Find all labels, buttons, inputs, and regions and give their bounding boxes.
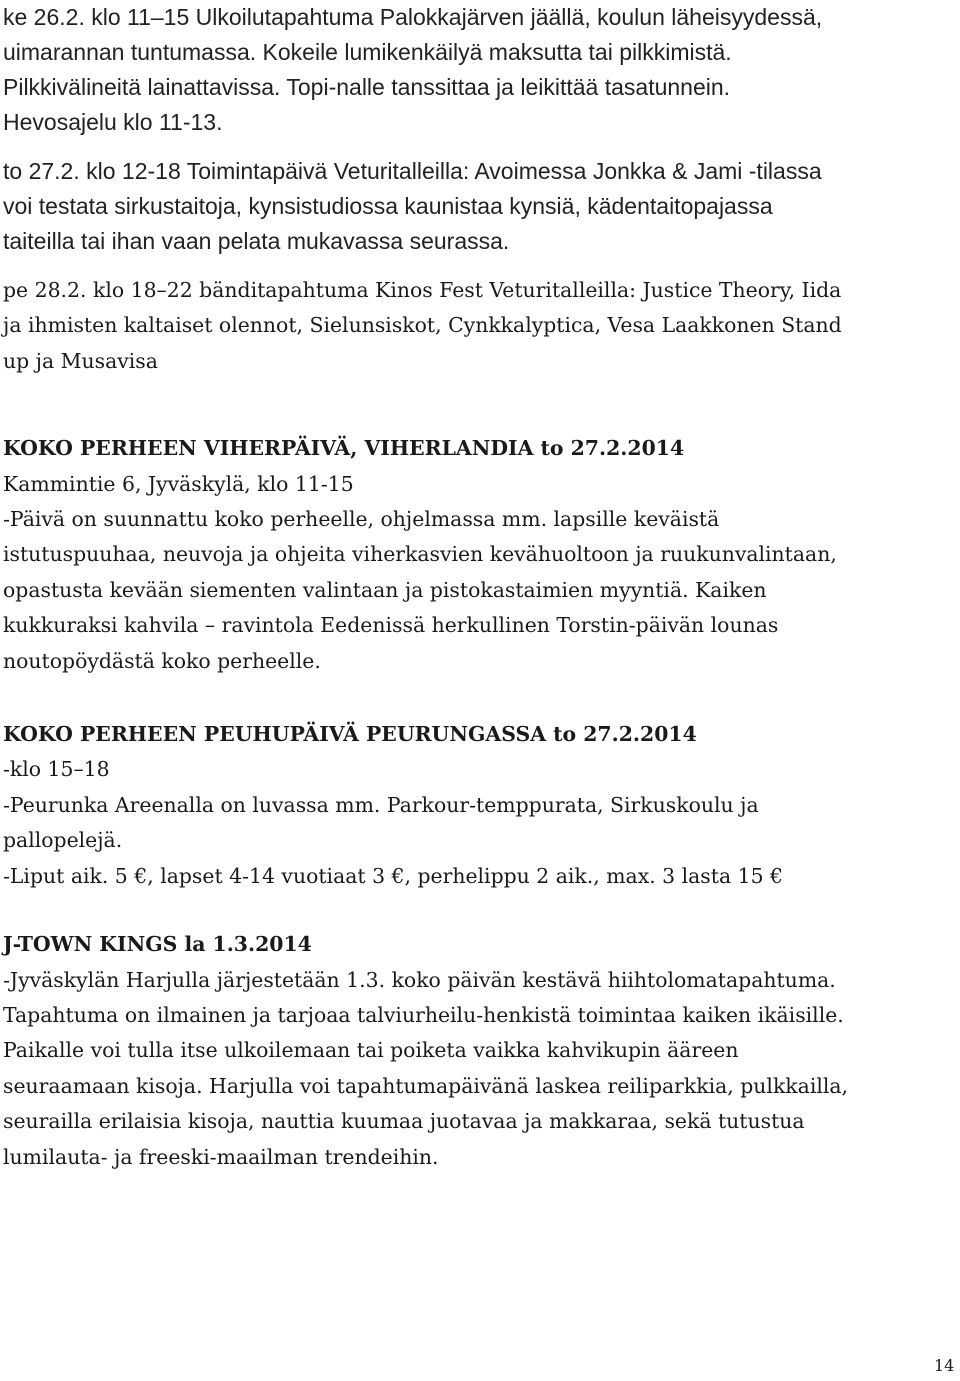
text-line: -Peurunka Areenalla on luvassa mm. Parkour-temppurata, Sirkuskoulu ja [3, 792, 759, 817]
text-line: Tapahtuma on ilmainen ja tarjoaa talviurheilu-henkistä toimintaa kaiken ikäisille. [3, 1002, 844, 1027]
text-line: Paikalle voi tulla itse ulkoilemaan tai poiketa vaikka kahvikupin ääreen [3, 1038, 739, 1063]
text-line: noutopöydästä koko perheelle. [3, 648, 321, 673]
text-line: -Jyväskylän Harjulla järjestetään 1.3. koko päivän kestävä hiihtolomatapahtuma. [3, 967, 836, 992]
text-line: up ja Musavisa [3, 348, 158, 373]
text-line: ja ihmisten kaltaiset olennot, Sielunsiskot, Cynkkalyptica, Vesa Laakkonen Stand [3, 313, 842, 338]
text-line: pallopelejä. [3, 828, 123, 853]
text-line: Hevosajelu klo 11-13. [3, 109, 223, 135]
viherpaiva-section [3, 431, 953, 679]
jtown-kings-section [3, 927, 953, 1175]
text-line: to 27.2. klo 12-18 Toimintapäivä Veturitalleilla: Avoimessa Jonkka & Jami -tilassa [3, 158, 822, 184]
section-heading: KOKO PERHEEN VIHERPÄIVÄ, VIHERLANDIA to 27.2.2014 [3, 436, 685, 461]
text-line: Pilkkivälineitä lainattavissa. Topi-nalle tanssittaa ja leikittää tasatunnein. [3, 74, 731, 100]
text-line: seuraamaan kisoja. Harjulla voi tapahtumapäivänä laskea reiliparkkia, pulkkailla, [3, 1073, 849, 1098]
text-line: opastusta kevään siementen valintaan ja pistokastaimien myyntiä. Kaiken [3, 577, 767, 602]
text-line: ke 26.2. klo 11–15 Ulkoilutapahtuma Palokkajärven jäällä, koulun läheisyydessä, [3, 4, 823, 30]
text-line: voi testata sirkustaitoja, kynsistudiossa kaunistaa kynsiä, kädentaitopajassa [3, 193, 773, 219]
text-line: taiteilla tai ihan vaan pelata mukavassa seurassa. [3, 228, 510, 254]
page-number: 14 [934, 1356, 955, 1375]
section-heading: KOKO PERHEEN PEUHUPÄIVÄ PEURUNGASSA to 27.2.2014 [3, 722, 697, 747]
event-to-paragraph [3, 154, 953, 259]
event-pe-paragraph [3, 273, 953, 379]
text-line: -Liput aik. 5 €, lapset 4-14 vuotiaat 3 €, perhelippu 2 aik., max. 3 lasta 15 € [3, 863, 784, 888]
text-line: kukkuraksi kahvila – ravintola Eedenissä herkullinen Torstin-päivän lounas [3, 613, 779, 638]
text-line: istutuspuuhaa, neuvoja ja ohjeita viherkasvien kevähuoltoon ja ruukunvalintaan, [3, 542, 837, 567]
text-line: -Päivä on suunnattu koko perheelle, ohjelmassa mm. lapsille keväistä [3, 507, 720, 532]
text-line: lumilauta- ja freeski-maailman trendeihin. [3, 1144, 439, 1169]
text-line: -klo 15–18 [3, 757, 110, 782]
peuhupaiva-section [3, 717, 953, 894]
text-line: uimarannan tuntumassa. Kokeile lumikenkäilyä maksutta tai pilkkimistä. [3, 39, 732, 65]
section-heading: J-TOWN KINGS la 1.3.2014 [3, 932, 312, 957]
text-line: seurailla erilaisia kisoja, nauttia kuumaa juotavaa ja makkaraa, sekä tutustua [3, 1109, 805, 1134]
text-line: pe 28.2. klo 18–22 bänditapahtuma Kinos Fest Veturitalleilla: Justice Theory, Iida [3, 278, 842, 302]
event-ke-paragraph [3, 0, 953, 140]
text-line: Kammintie 6, Jyväskylä, klo 11-15 [3, 471, 354, 496]
document-page [3, 0, 953, 1175]
